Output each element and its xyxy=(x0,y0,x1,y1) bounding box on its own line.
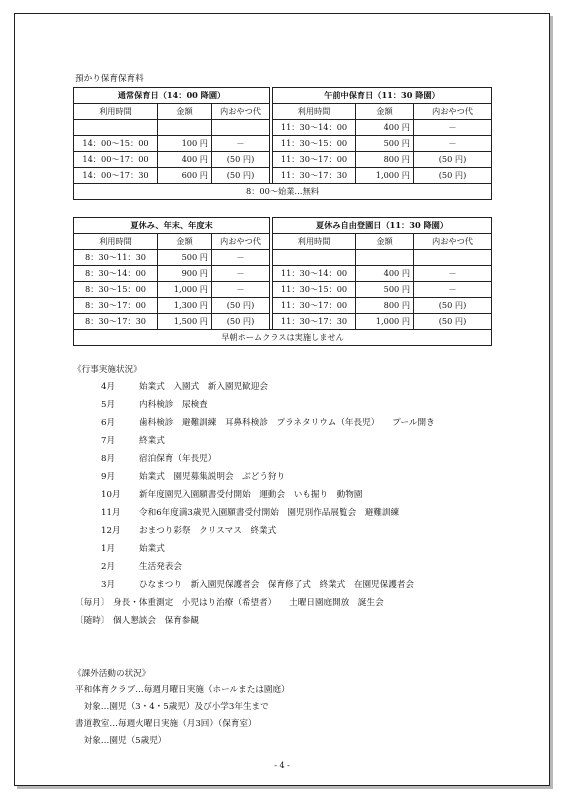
column-header: 利用時間 xyxy=(74,104,158,120)
column-header: 金額 xyxy=(158,104,212,120)
document-page xyxy=(14,13,550,786)
list-item: 5月 内科検診 尿検査 xyxy=(101,400,208,410)
table-row: 8：30～17：30 1,500 円 (50 円) 11：30～17：30 1,000 円 (50 円) xyxy=(74,314,492,330)
column-header: 利用時間 xyxy=(273,234,356,250)
table-row: 14：00～17：30 600 円 (50 円) 11：30～17：30 1,000 円 (50 円) xyxy=(74,168,492,184)
list-item: 6月 歯科検診 避難訓練 耳鼻科検診 プラネタリウム（年長児） プール開き xyxy=(101,418,435,428)
list-item: 書道教室…毎週火曜日実施（月3回）（保育室） xyxy=(75,719,257,729)
fee-table-regular xyxy=(73,87,492,200)
clubs-title: 《課外活動の状況》 xyxy=(73,669,151,679)
list-item: 7月 終業式 xyxy=(101,436,165,446)
table-row: 8：30～17：00 1,300 円 (50 円) 11：30～17：00 800 円 (50 円) xyxy=(74,298,492,314)
table1-footer: 8：00～始業…無料 xyxy=(74,184,492,200)
table2-left-header: 夏休み、年末、年度末 xyxy=(74,218,270,234)
list-item: 8月 宿泊保育（年長児） xyxy=(101,454,217,464)
list-item: 2月 生活発表会 xyxy=(101,562,182,572)
table-row: 14：00～17：00 400 円 (50 円) 11：30～17：00 800 円 (50 円) xyxy=(74,152,492,168)
column-header: 内おやつ代 xyxy=(414,104,492,120)
list-item: 3月 ひなまつり 新入園児保護者会 保育修了式 終業式 在園児保護者会 xyxy=(101,580,415,590)
table-row: 8：30～15：00 1,000 円 － 11：30～15：00 500 円 － xyxy=(74,282,492,298)
table-row: 8：30～14：00 900 円 － 11：30～14：00 400 円 － xyxy=(74,266,492,282)
list-item: 〔毎月〕 身長・体重測定 小児はり治療（希望者） 土曜日園庭開放 誕生会 xyxy=(75,598,384,608)
table1-right-header: 午前中保育日（11：30 降園） xyxy=(273,88,492,104)
list-item: 平和体育クラブ…毎週月曜日実施（ホールまたは園庭） xyxy=(75,685,290,695)
table-row: 14：00～15：00 100 円 － 11：30～15：00 500 円 － xyxy=(74,136,492,152)
column-header: 金額 xyxy=(356,234,414,250)
column-header: 内おやつ代 xyxy=(414,234,492,250)
fees-title: 預かり保育保育料 xyxy=(75,74,144,84)
list-item: 12月 おまつり彩祭 クリスマス 終業式 xyxy=(101,526,277,536)
list-item: 1月 始業式 xyxy=(101,544,165,554)
list-item: 10月 新年度園児入園願書受付開始 運動会 いも掘り 動物園 xyxy=(101,490,363,500)
column-header: 利用時間 xyxy=(74,234,158,250)
table2-right-header: 夏休み自由登園日（11：30 降園） xyxy=(273,218,492,234)
column-header: 内おやつ代 xyxy=(212,104,270,120)
page-number: - 4 - xyxy=(274,761,290,770)
list-item: 対象…園児（5歳児） xyxy=(75,736,167,746)
column-header: 利用時間 xyxy=(273,104,356,120)
table1-left-header: 通常保育日（14：00 降園） xyxy=(74,88,270,104)
fee-table-holiday xyxy=(73,217,492,346)
table-row: 8：30～11：30 500 円 － xyxy=(74,250,492,266)
column-header: 金額 xyxy=(158,234,212,250)
column-header: 内おやつ代 xyxy=(212,234,270,250)
table-row: 11：30～14：00 400 円 － xyxy=(74,120,492,136)
list-item: 11月 令和6年度満3歳児入園願書受付開始 園児別作品展覧会 避難訓練 xyxy=(101,508,400,518)
list-item: 4月 始業式 入園式 新入園児歓迎会 xyxy=(101,382,268,392)
table2-footer: 早朝ホームクラスは実施しません xyxy=(74,330,492,346)
list-item: 9月 始業式 園児募集説明会 ぶどう狩り xyxy=(101,472,286,482)
column-header: 金額 xyxy=(356,104,414,120)
list-item: 〔随時〕 個人懇談会 保育参観 xyxy=(75,616,199,626)
list-item: 対象…園児（3・4・5歳児）及び小学3年生まで xyxy=(75,702,269,712)
events-title: 《行事実施状況》 xyxy=(73,365,142,375)
